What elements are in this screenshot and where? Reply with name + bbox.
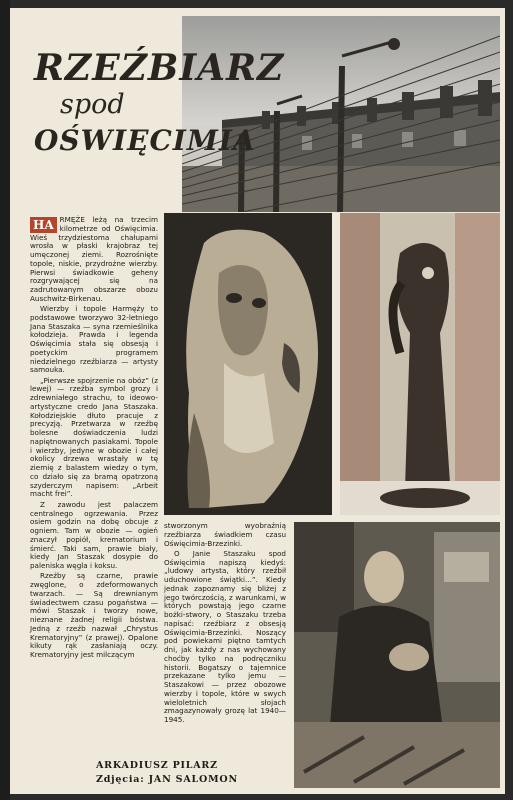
paragraph: „Pierwsze spojrzenie na obóz” (z lewej) — rzeźba symbol grozy i zdrewniałego strachu, to ideowo-artystyczne credo Jana Staszaka. Kołodziejskie dłuto pracuje z precyzją. Przetwarza w rzeźbę bolesne doświadczenia ludzi napiętnowanych pasiakami. Topole i wierzby, jedyne w obozie i całej okolicy drzewa wrastały w tę ziemię z balastem wiedzy o tym, co działo się za bramą opatrzoną szyderczym napisem: „Arbeit macht frei”.: [30, 375, 158, 499]
author-byline: ARKADIUSZ PILARZ: [96, 760, 218, 771]
crematorium-christ-photo: [340, 213, 500, 515]
article-title: [34, 48, 284, 160]
paragraph: HA RMĘŻE leżą na trzecim kilometrze od Oświęcimia. Wieś trzydziestoma chałupami wrosła w płaski krajobraz tej umęczonej ziemi. Rozrośnięte topole, niskie, przydrożne wierzby. Pierwsi świadkowie geheny rozgrywającej się na zadrutowanym obszarze obozu Auschwitz-Birkenau.: [30, 215, 158, 303]
page-edge-shadow: [0, 0, 10, 800]
paragraph: Z zawodu jest palaczem centralnego ogrzewania. Przez osiem godzin na dobę obcuje z ogniem. Tam w obozie — ogień znaczył popiół, krematorium i śmierć. Taki sam, prawie biały, kiedy Jan Staszak dosypie do paleniska węgla i koksu.: [30, 499, 158, 571]
title-line-2: spod: [60, 89, 125, 120]
text-column-left: [30, 216, 158, 661]
title-line-1: RZEŹBIARZ: [34, 47, 285, 89]
drop-cap: HA: [30, 217, 57, 233]
paragraph: Wierzby i topole Harmęży to podstawowe tworzywo 32-letniego Jana Staszaka — syna rzemieślnika kołodzieja. Prawda i legenda Oświęcimia stała się obsesją i poetyckim programem niedzielnego rzeźbiarza — artysty samouka.: [30, 304, 158, 375]
paragraph: Rzeźby są czarne, prawie zwęglone, o zdeformowanych twarzach. — Są drewnianym świadectwem czasu pogaństwa — mówi Staszak i tworzy nowe, nieznane żadnej religii bóstwa. Jedną z rzeźb nazwał „Chrystus Krematoryjny” (z prawej). Opalone kikuty rąk zasłaniają oczy. Krematoryjny jest milczącym: [30, 571, 158, 660]
photo-credit: Zdjęcia: JAN SALOMON: [96, 774, 238, 785]
text-column-middle: [164, 522, 286, 726]
magazine-page: [10, 8, 505, 794]
paragraph: stworzonym wyobraźnią rzeźbiarza świadkiem czasu Oświęcimia-Brzezinki.: [164, 521, 286, 548]
paragraph: O Janie Staszaku spod Oświęcimia napiszą kiedyś: „ludowy artysta, który rzeźbił uduchowione świątki...”. Kiedy jednak zapoznamy się bliżej z jego twórczością, z warunkami, w których powstają jego czarne bożki-stwory, o Staszaku trzeba napisać: rzeźbiarz z obsesją Oświęcimia-Brzezinki. Noszący pod powiekami piętno tamtych dni, jak każdy z nas wychowany choćby tylko na podręczniku historii. Bogatszy o tajemnice przekazane tylko jemu — Staszakowi — przez obozowe wierzby i topole, które w swych wieloletnich słojach zmagazynowały grozę lat 1940—1945.: [164, 548, 286, 725]
sculpture-first-look-photo: [164, 213, 332, 515]
sculptor-carving-photo: [294, 522, 500, 788]
title-line-3: OŚWIĘCIMIA: [34, 124, 256, 157]
